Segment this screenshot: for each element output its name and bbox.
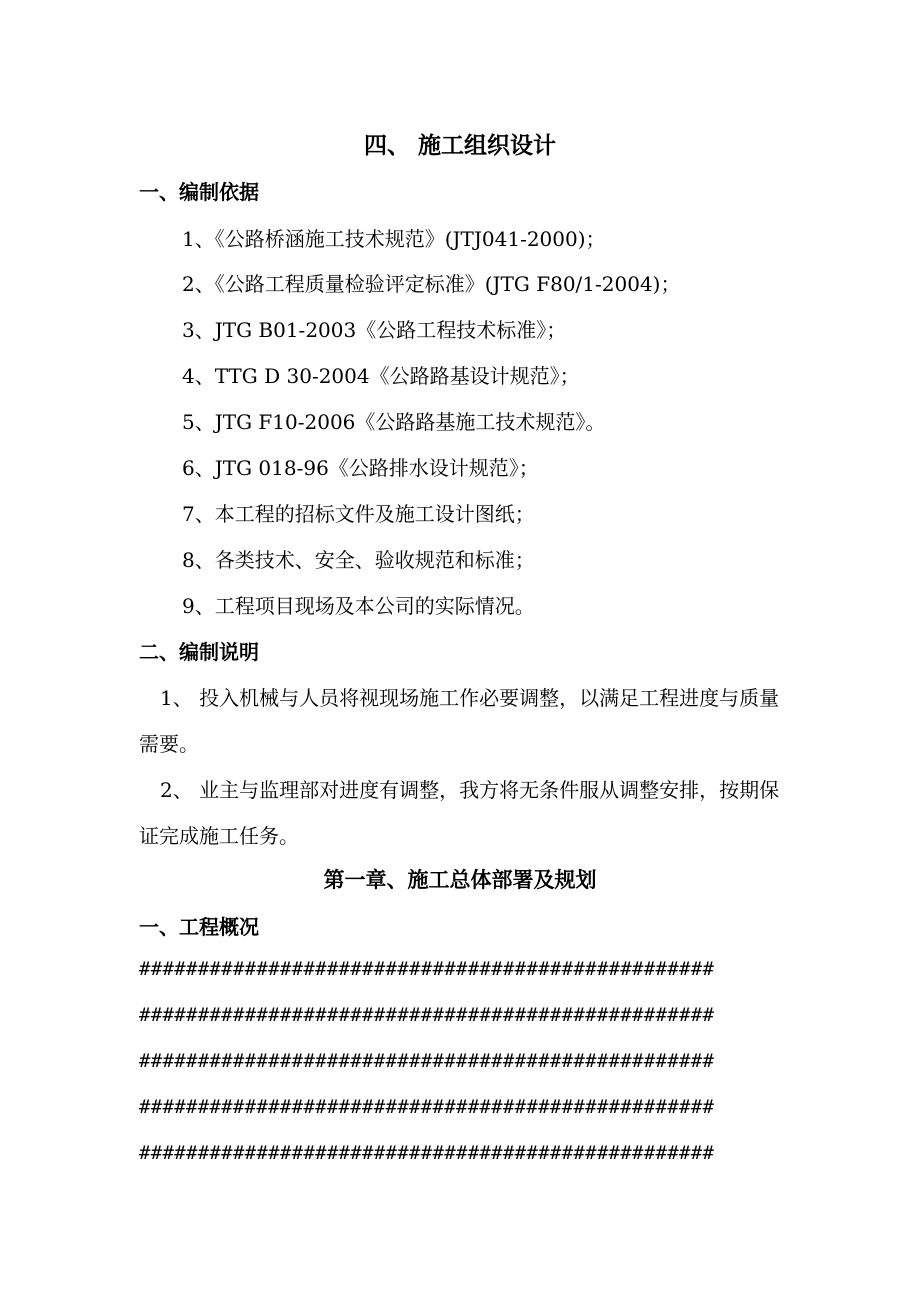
redacted-line: ################################################# — [139, 1096, 715, 1118]
basis-item: 4、TTG D 30-2004《公路路基设计规范》； — [182, 364, 580, 388]
section-heading-basis: 一、编制依据 — [139, 180, 259, 204]
redacted-line: ################################################# — [139, 958, 715, 980]
section-heading-overview: 一、工程概况 — [139, 915, 259, 939]
redacted-line: ################################################# — [139, 1050, 715, 1072]
notes-paragraph-1-line-1: 1、 投入机械与人员将视现场施工作必要调整，以满足工程进度与质量 — [160, 686, 780, 710]
basis-item: 1、《公路桥涵施工技术规范》(JTJ041-2000)； — [182, 227, 606, 251]
basis-item: 2、《公路工程质量检验评定标准》(JTG F80/1-2004)； — [182, 272, 681, 296]
redacted-line: ################################################# — [139, 1142, 715, 1164]
document-title: 四、 施工组织设计 — [363, 132, 556, 159]
notes-paragraph-2-line-1: 2、 业主与监理部对进度有调整，我方将无条件服从调整安排，按期保 — [160, 778, 780, 802]
basis-item: 6、JTG 018-96《公路排水设计规范》； — [182, 456, 539, 480]
section-heading-notes: 二、编制说明 — [139, 640, 259, 664]
chapter-title: 第一章、施工总体部署及规划 — [323, 867, 597, 892]
basis-item: 9、工程项目现场及本公司的实际情况。 — [182, 594, 535, 618]
basis-item: 5、JTG F10-2006《公路路基施工技术规范》。 — [182, 410, 606, 434]
basis-item: 8、各类技术、安全、验收规范和标准； — [182, 548, 535, 572]
basis-item: 3、JTG B01-2003《公路工程技术标准》； — [182, 318, 567, 342]
basis-item: 7、本工程的招标文件及施工设计图纸； — [182, 502, 535, 526]
notes-paragraph-2-line-2: 证完成施工任务。 — [139, 824, 299, 848]
notes-paragraph-1-line-2: 需要。 — [139, 732, 199, 756]
redacted-line: ################################################# — [139, 1004, 715, 1026]
